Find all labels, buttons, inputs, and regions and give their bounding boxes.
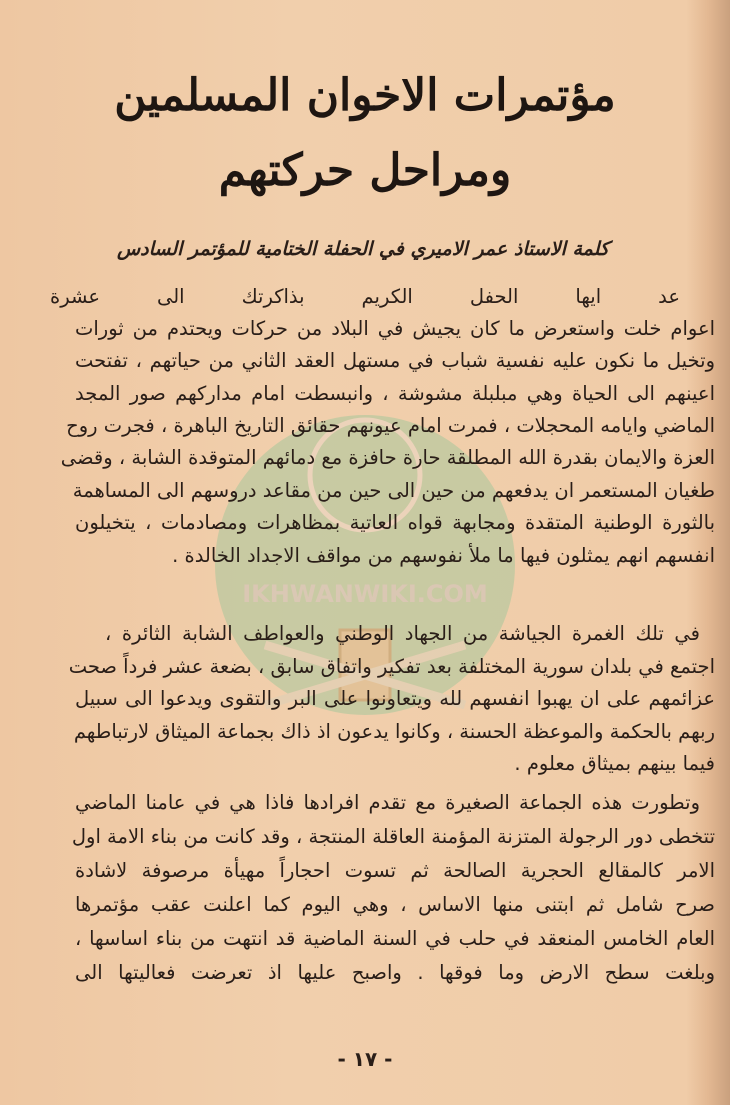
text-line: وتخيل ما نكون عليه نفسية شباب في مستهل العقد الثاني من حياتهم ، تفتحت bbox=[75, 349, 715, 372]
text-line: بالثورة الوطنية المتقدة ومجابهة قواه العاتية بمظاهرات ومصادمات ، يتخيلون bbox=[75, 511, 715, 534]
text-line: ربهم بالحكمة والموعظة الحسنة ، وكانوا يدعون اذ ذاك بجماعة الميثاق لارتباطهم bbox=[73, 720, 715, 743]
text-line: اجتمع في بلدان سورية المختلفة بعد تفكير واتفاق سابق ، بضعة عشر فرداً صحت bbox=[68, 655, 715, 678]
page-title-line-1: مؤتمرات الاخوان المسلمين bbox=[114, 70, 616, 121]
watermark-text: IKHWANWIKI.COM bbox=[242, 580, 488, 608]
text-line: عزائمهم على ان يهبوا انفسهم لله ويتعاونوا على البر والتقوى ويدعوا الى سبيل bbox=[75, 687, 715, 710]
text-line: العزة والايمان بقدرة الله المطلقة حارة حافزة مع دمائهم المتوقدة الشابة ، وقضى bbox=[60, 446, 715, 469]
text-line: وتطورت هذه الجماعة الصغيرة مع تقدم افرادها فاذا هي في عامنا الماضي bbox=[75, 791, 700, 814]
page-number: - ١٧ - bbox=[337, 1047, 393, 1071]
text-line: طغيان المستعمر ان يدفعهم من حين الى حين من مقاعد دروسهم الى المساهمة bbox=[72, 479, 715, 502]
text-line: فيما بينهم بميثاق معلوم . bbox=[514, 752, 715, 775]
text-line: عد ايها الحفل الكريم بذاكرتك الى عشرة bbox=[50, 285, 680, 308]
subtitle: كلمة الاستاذ عمر الاميري في الحفلة الختامية للمؤتمر السادس bbox=[116, 238, 609, 260]
page-title-line-2: ومراحل حركتهم bbox=[218, 145, 512, 196]
text-line: انفسهم انهم يمثلون فيها ما ملأ نفوسهم من مواقف الاجداد الخالدة . bbox=[172, 544, 715, 567]
text-line: اعوام خلت واستعرض ما كان يجيش في البلاد من حركات ويحتدم من ثورات bbox=[75, 317, 715, 340]
text-line: تتخطى دور الرجولة المتزنة المؤمنة العاقلة المنتجة ، وقد كانت من بناء الامة اول bbox=[71, 825, 715, 848]
text-line: اعينهم الى الحياة وهي مبلبلة مشوشة ، وانبسطت امام مداركهم صور المجد bbox=[75, 382, 715, 405]
text-line: الامر كالمقالع الحجرية الصالحة ثم تسوت احجاراً مهيأة مرصوفة لاشادة bbox=[75, 859, 715, 882]
text-line: الماضي وايامه المحجلات ، فمرت امام عيونهم حقائق التاريخ الباهرة ، فجرت روح bbox=[66, 414, 715, 437]
text-line: وبلغت سطح الارض وما فوقها . واصبح عليها اذ تعرضت فعاليتها الى bbox=[75, 961, 715, 984]
text-line: العام الخامس المنعقد في حلب في السنة الماضية قد انتهت من بناء اساسها ، bbox=[75, 927, 715, 950]
text-line: صرح شامل ثم ابتنى منها الاساس ، وهي اليوم كما اعلنت عقب مؤتمرها bbox=[75, 893, 715, 916]
text-line: في تلك الغمرة الجياشة من الجهاد الوطني والعواطف الشابة الثائرة ، bbox=[105, 622, 700, 645]
